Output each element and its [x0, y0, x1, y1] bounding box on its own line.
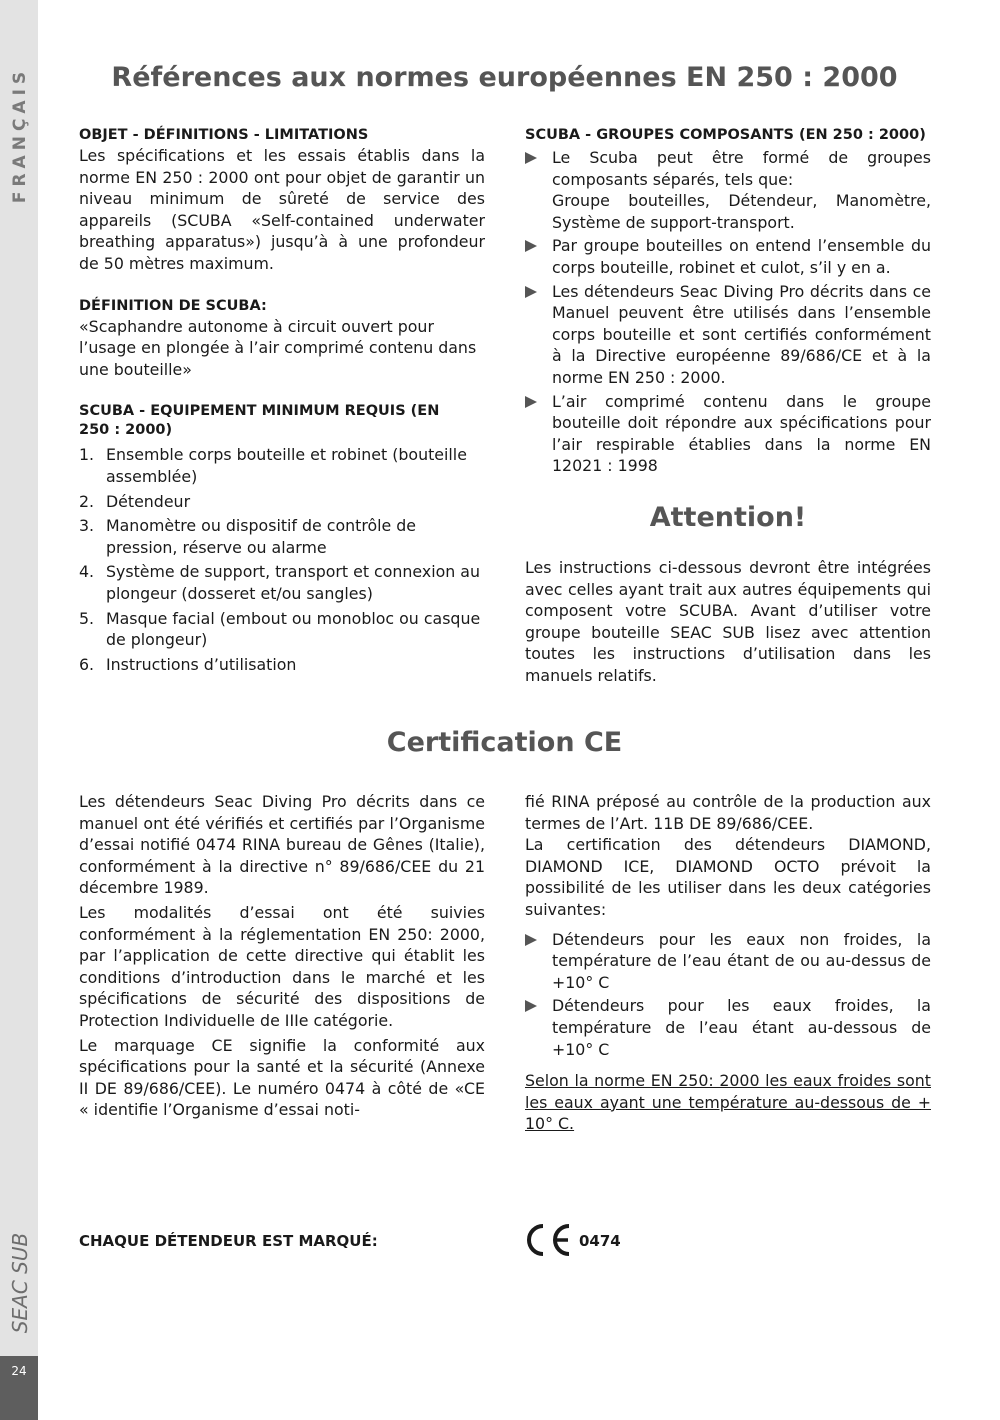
item-text: Détendeurs pour les eaux froides, la température de l’eau étant au-dessous de +10° C: [552, 996, 931, 1059]
item-number: 6.: [79, 654, 95, 674]
arrow-bullet-icon: [525, 286, 537, 298]
certification-title: Certification CE: [386, 727, 623, 758]
list-item: [79, 444, 485, 487]
certification-paragraph-1: Les détendeurs Seac Diving Pro décrits dans ce manuel ont été vérifiés et certifiés par l’Organisme d’essai notifié 0474 RINA bureau de Gênes (Italie), conformément à la directive n° 89/686/CEE du 21 décembre 1989.: [79, 792, 485, 898]
certification-paragraph-4: fié RINA préposé au contrôle de la production aux termes de l’Art. 11B DE 89/686/CEE.: [525, 792, 931, 833]
equipment-list: [79, 444, 485, 675]
list-item: [525, 995, 931, 1060]
item-number: 4.: [79, 562, 95, 582]
attention-text-block: [525, 557, 931, 687]
item-text: Par groupe bouteilles on entend l’ensemble du corps bouteille, robinet et culot, s’il y en a.: [552, 236, 931, 277]
item-text: Détendeur: [106, 491, 191, 511]
definition-text: «Scaphandre autonome à circuit ouvert pour l’usage en plongée à l’air comprimé contenu dans une bouteille»: [79, 316, 477, 379]
objet-heading: OBJET - DÉFINITIONS - LIMITATIONS: [79, 127, 369, 143]
item-number: 1.: [79, 445, 95, 465]
definition-heading: DÉFINITION DE SCUBA:: [79, 297, 267, 314]
item-number: 5.: [79, 608, 95, 628]
item-text: Instructions d’utilisation: [106, 654, 297, 674]
certification-right-column: [525, 791, 931, 1135]
certification-left-column: [79, 791, 485, 1121]
page-number: 24: [0, 1356, 38, 1420]
item-text: Les détendeurs Seac Diving Pro décrits dans ce Manuel peuvent être utilisés dans l’ensemble corps bouteille et sont certifiés conformément à la Directive européenne 89/686/CE et à la norme EN 250 : 2000.: [552, 281, 931, 387]
categories-list: [525, 929, 931, 1061]
arrow-bullet-icon: [525, 934, 537, 946]
brand-text: SEAC SUB: [8, 1232, 32, 1333]
attention-text: Les instructions ci-dessous devront être intégrées avec celles ayant trait aux autres équipements qui composent votre SCUBA. Avant d’utiliser votre groupe bouteille SEAC SUB lisez avec attention toutes les instructions d’utilisation dans les manuels relatifs.: [525, 558, 931, 685]
brand-label: [5, 1225, 35, 1340]
item-text: Détendeurs pour les eaux non froides, la température de l’eau étant de ou au-dessus de +10° C: [552, 929, 931, 992]
equipment-heading: SCUBA - EQUIPEMENT MINIMUM REQUIS (EN 250 : 2000): [79, 403, 440, 439]
arrow-bullet-icon: [525, 152, 537, 164]
list-item: [525, 281, 931, 389]
item-text: Masque facial (embout ou monobloc ou casque de plongeur): [106, 608, 481, 650]
list-item: [79, 654, 485, 676]
language-label: [7, 60, 33, 210]
attention-title: Attention!: [649, 502, 807, 533]
arrow-bullet-icon: [525, 396, 537, 408]
sidebar: [0, 0, 38, 1420]
list-item: [525, 929, 931, 994]
certification-paragraph-2: Les modalités d’essai ont été suivies conformément à la réglementation EN 250: 2000, par l’application de cette directive qui établit les conditions d’introduction dans le marché et les spécifications de sécurité des dispositions de Protection Individuelle de IIIe catégorie.: [79, 902, 485, 1030]
arrow-bullet-icon: [525, 1000, 537, 1012]
item-text: L’air comprimé contenu dans le groupe bouteille doit répondre aux spécifications pour l’air respirable établies dans la norme EN 12021 : 1998: [552, 391, 931, 476]
left-column: [79, 126, 485, 678]
item-subtext: Groupe bouteilles, Détendeur, Manomètre, Système de support-transport.: [552, 191, 931, 232]
ce-number: 0474: [579, 1232, 621, 1250]
right-column: [525, 126, 931, 479]
groups-list: [525, 147, 931, 477]
item-text: Système de support, transport et connexion au plongeur (dosseret et/ou sangles): [106, 562, 480, 603]
list-item: [79, 608, 485, 651]
item-number: 2.: [79, 491, 95, 511]
certification-paragraph-3: Le marquage CE signifie la conformité aux spécifications pour la santé et la sécurité (Annexe II DE 89/686/CEE). Le numéro 0474 à côté de «CE « identifie l’Organisme d’essai noti-: [79, 1035, 485, 1120]
objet-text: Les spécifications et les essais établis dans la norme EN 250 : 2000 ont pour objet de garantir un niveau minimum de sûreté de service des appareils (SCUBA «Self-contained underwater breathing apparatus») jusqu’à à une profondeur de 50 mètres maximum.: [79, 146, 485, 273]
list-item: [525, 235, 931, 278]
list-item: [525, 147, 931, 233]
groups-heading: SCUBA - GROUPES COMPOSANTS (EN 250 : 2000): [525, 127, 926, 143]
item-text: Ensemble corps bouteille et robinet (bouteille assemblée): [106, 445, 467, 486]
item-number: 3.: [79, 516, 95, 536]
marked-label: CHAQUE DÉTENDEUR EST MARQUÉ:: [79, 1232, 378, 1250]
item-text: Manomètre ou dispositif de contrôle de pression, réserve ou alarme: [106, 516, 417, 557]
page-title: Références aux normes européennes EN 250 : 2000: [111, 62, 898, 93]
list-item: [525, 391, 931, 477]
list-item: [79, 561, 485, 604]
arrow-bullet-icon: [525, 240, 537, 252]
item-text: Le Scuba peut être formé de groupes composants séparés, tels que:: [552, 148, 931, 189]
list-item: [79, 515, 485, 558]
list-item: [79, 491, 485, 513]
cold-water-note: Selon la norme EN 250: 2000 les eaux froides sont les eaux ayant une température au-dessous de + 10° C.: [525, 1071, 931, 1134]
ce-mark-icon: [524, 1222, 574, 1258]
certification-paragraph-5: La certification des détendeurs DIAMOND, DIAMOND ICE, DIAMOND OCTO prévoit la possibilité de les utiliser dans les deux catégories suivantes:: [525, 835, 931, 919]
language-text: FRANÇAIS: [10, 66, 30, 204]
